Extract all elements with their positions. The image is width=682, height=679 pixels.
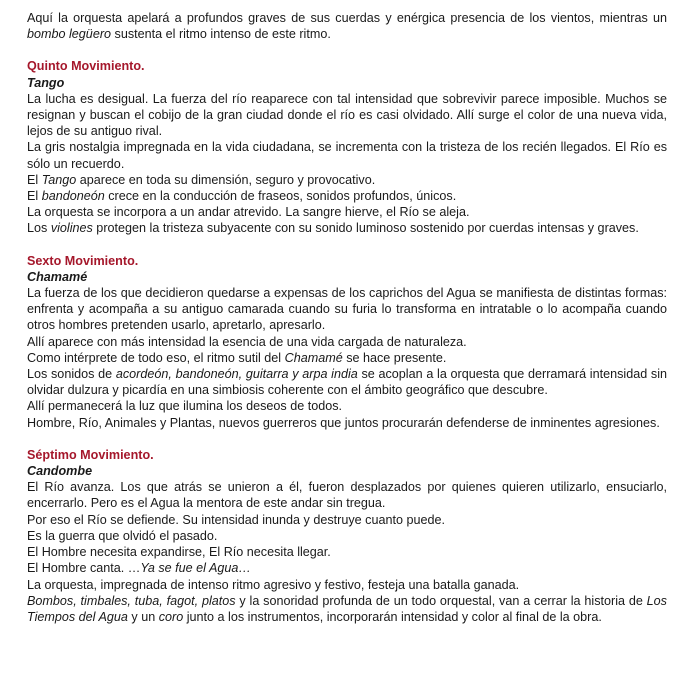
quinto-line-6-em: violines (50, 221, 93, 236)
quinto-line-4-b: crece en la conducción de fraseos, sonidos profundos, únicos. (104, 189, 457, 204)
intro-text-end: sustenta el ritmo intenso de este ritmo. (111, 27, 331, 42)
sexto-line-5: Allí permanecerá la luz que ilumina los deseos de todos. (27, 399, 343, 414)
intro-paragraph (27, 10, 667, 42)
sexto-line-4 (27, 366, 667, 398)
septimo-line-7-coro: coro (158, 609, 184, 624)
subheading-tango: Tango (27, 75, 65, 90)
quinto-line-5: La orquesta se incorpora a un andar atrevido. La sangre hierve, el Río se aleja. (27, 205, 470, 220)
septimo-line-3: Es la guerra que olvidó el pasado. (27, 528, 218, 543)
section-sexto (27, 253, 667, 431)
section-quinto (27, 58, 667, 236)
quinto-line-6-a: Los (27, 221, 51, 236)
quinto-line-4-em: bandoneón (41, 189, 105, 204)
sexto-line-3-a: Como intérprete de todo eso, el ritmo sutil del (27, 350, 285, 365)
quinto-line-3-a: El (27, 172, 42, 187)
quinto-line-3 (27, 172, 667, 188)
sexto-line-3-b: se hace presente. (342, 350, 447, 365)
septimo-line-7-work-title: Los Tiempos del Agua (27, 593, 667, 624)
sexto-line-3-em: Chamamé (284, 350, 343, 365)
septimo-line-7 (27, 593, 667, 625)
quinto-line-4-a: El (27, 189, 42, 204)
heading-quinto: Quinto Movimiento. (27, 59, 145, 74)
sexto-line-4-b: se acoplan a la orquesta que derramará intensidad sin olvidar dulzura y picardía en una simbiosis coherente con el ámbito geográfico que descubre. (27, 367, 668, 398)
septimo-line-7-c: junto a los instrumentos, incorporarán intensidad y color al final de la obra. (183, 609, 602, 624)
sexto-line-4-em: acordeón, bandoneón, guitarra y arpa india (115, 367, 358, 382)
sexto-line-3 (27, 350, 667, 366)
intro-text: Aquí la orquesta apelará a profundos graves de sus cuerdas y enérgica presencia de los vientos, mientras un (27, 11, 667, 25)
quinto-line-3-b: aparece en toda su dimensión, seguro y provocativo. (76, 172, 376, 187)
septimo-line-7-instruments: Bombos, timbales, tuba, fagot, platos (27, 593, 236, 608)
quinto-line-6-b: protegen la tristeza subyacente con su sonido luminoso sostenido por cuerdas intensas y graves. (92, 221, 639, 236)
quinto-line-2: La gris nostalgia impregnada en la vida ciudadana, se incrementa con la tristeza de los recién llegados. El Río es sólo un recuerdo. (27, 140, 667, 171)
heading-sexto: Sexto Movimiento. (27, 253, 139, 268)
document-page (27, 10, 667, 625)
sexto-line-4-a: Los sonidos de (27, 367, 116, 382)
quinto-line-4 (27, 188, 667, 204)
intro-instrument: bombo legüero (27, 27, 112, 42)
septimo-line-7-b: y un (127, 609, 159, 624)
septimo-line-5-em: Ya se fue el Agua… (140, 561, 252, 576)
quinto-line-6 (27, 220, 667, 236)
subheading-candombe: Candombe (27, 464, 93, 479)
septimo-line-7-a: y la sonoridad profunda de un todo orquestal, van a cerrar la historia de (235, 593, 647, 608)
septimo-line-5-a: El Hombre canta. … (27, 561, 141, 576)
quinto-line-3-em: Tango (41, 172, 77, 187)
sexto-line-6: Hombre, Río, Animales y Plantas, nuevos guerreros que juntos procurarán defenderse de inminentes agresiones. (27, 415, 660, 430)
sexto-line-2: Allí aparece con más intensidad la esencia de una vida cargada de naturaleza. (27, 334, 467, 349)
section-septimo (27, 447, 667, 625)
quinto-line-1: La lucha es desigual. La fuerza del río reaparece con tal intensidad que sobrevivir parece imposible. Muchos se resignan y buscan el cobijo de la gran ciudad donde el río es casi olvidado. Allí surge el color de una nueva vida, lejos de su antiguo rival. (27, 91, 667, 139)
septimo-line-5 (27, 560, 667, 576)
septimo-line-1: El Río avanza. Los que atrás se unieron a él, fueron desplazados por quienes quieren utilizarlo, ensuciarlo, encerrarlo. Pero es el Agua la mentora de este andar sin tregua. (27, 480, 667, 511)
subheading-chamame: Chamamé (27, 269, 88, 284)
sexto-line-1: La fuerza de los que decidieron quedarse a expensas de los caprichos del Agua se manifiesta de distintas formas: enfrenta y acompaña a su antiguo camarada cuando su furia lo transforma en intratable o lo acompaña cuando otros hombres pretenden usarlo, apretarlo, apresarlo. (27, 286, 667, 333)
heading-septimo: Séptimo Movimiento. (27, 447, 154, 462)
septimo-line-4: El Hombre necesita expandirse, El Río necesita llegar. (27, 545, 331, 560)
septimo-line-2: Por eso el Río se defiende. Su intensidad inunda y destruye cuanto puede. (27, 512, 445, 527)
septimo-line-6: La orquesta, impregnada de intenso ritmo agresivo y festivo, festeja una batalla ganada. (27, 577, 520, 592)
